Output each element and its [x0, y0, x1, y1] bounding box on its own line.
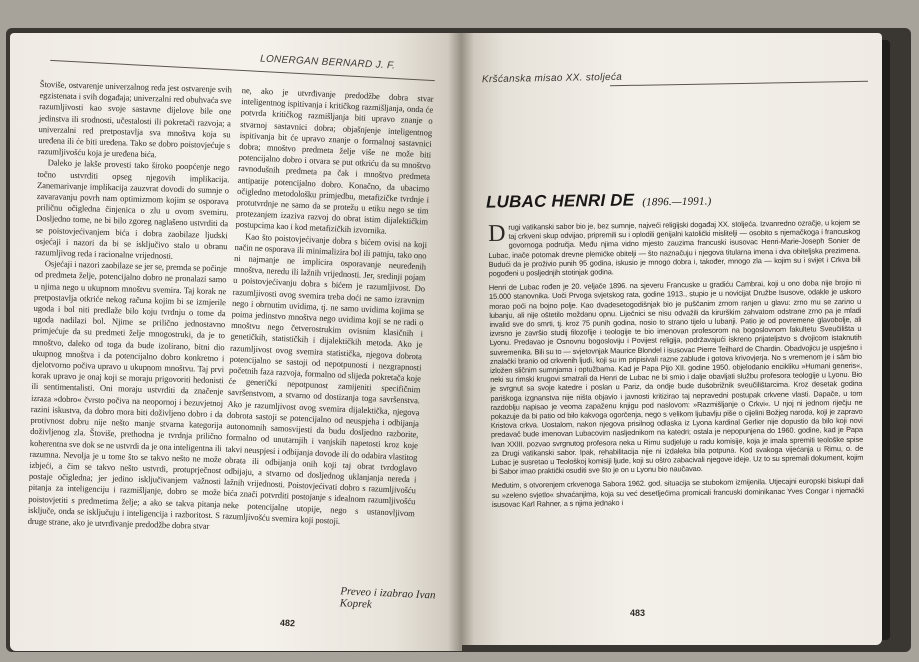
- left-col1-paragraph: Štoviše, ostvarenje univerzalnog reda jest ostvarenje svih egzistenata i svih događaja; univerzalni red obuhvaća sve razumljivosti kao svoje sastavne dijelove bile one jedinstva ili srodnosti, učestalosti ili pokretači razvoja; a univerzalni red pretpostavlja sva mnoštva koja su uređena ili će biti uređena. Tako se dobro poistovjećuje s razumljivošću koja je uređena bića.: [37, 79, 232, 160]
- right-running-head: Kršćanska misao XX. stoljeća: [481, 71, 623, 86]
- article-title: [486, 189, 712, 212]
- left-page: [10, 33, 462, 651]
- right-column: [488, 218, 865, 618]
- right-page: [462, 33, 882, 645]
- article-dates: (1896.—1991.): [642, 195, 712, 209]
- right-head-rule: [610, 81, 868, 87]
- right-paragraph-text: rugi vatikanski sabor bio je, bez sumnje, najveći religijski događaj XX. stoljeća. Izvanredno ozračje, u kojem se taj crkveni skup odvijao, pripremili su i oplodili genijalni katolički mislitelji — osobito s njemačkoga i francuskog govornoga područja. Među njima vidno mjesto zauzima francuski isusovac Henri-Marie-Joseph Sonier de Lubac, inače potomak drevne plemićke obitelji — što naznačuju i njegova titularna imena i dva obiteljska prezimena. Budući da je proživio punih 95 godina, iskusio je mnogo dobra i, također, mnogo zla — kojim su i svijet i Crkva bili pogođeni u posljednjih stotinjak godina.: [488, 217, 861, 279]
- left-page-number: 482: [279, 617, 296, 629]
- left-col2-paragraph: ne, ako je utvrđivanje predodžbe dobra stvar inteligentnog ispitivanja i kritičkog razmišljanja, onda će potvrda kritičkog razmišljanja biti upravo znanje o stvarnoj sastavnici dobra; objašnjenje inteligentnog ispitivanja bit će upravo znanje o formalnoj sastavnici dobra; mnoštvo predmeta želje više ne može biti potencijalno dobro i otvara se put otkriću da su mnoštvo ravnodušnih predmeta pa čak i mnoštvo predmeta antipatije potencijalno dobro. Konačno, da ubacimo očigledno metodološku primjedbu, metafizičke tvrdnje i protutvrdnje ne samo da se protežu u etiku nego se tim protezanjem izaziva razvoj do obrat istim dijalektičkim postupcima kao i kod metafizičkih izvornika.: [235, 85, 434, 237]
- left-col1-paragraph: Daleko je lakše provesti tako široko poopćenje nego točno ustvrditi opseg njegovih implikacija. Zanemarivanje implikacija zauzvrat dovodi do sumnje o zavaravanju povrh nam optimizmom kojim se osporava priličnu očigledna činjenica o zlu u ovom svemiru. Dosljedno tome, ne bi bilo zgoreg naglašeno ustvrditi da se poistovjećivanjem bića i dobra zaobilaze ljudski osjećaji i nazori da bi se isključivo stalo u obranu razumljivog reda i racionalne vrijednosti.: [35, 157, 230, 261]
- left-col2-paragraph: Kao što poistovjećivanje dobra s bićem ovisi na koji način ne osporava ili minimalizira bol ili patnju, tako ono ni najmanje ne implicira osporavanje neuređenih mnoštva, neredu ili lažnih vrijednosti. Jer, sredinji pojam u poistovjećivanju dobra s bićem je razumljivost. Do razumljivosti ovog svemira treba doći ne samo izravnim nego i obrnutim uvidima, tj. ne samo uvidima kojima se poima jedinstvo mnoštva nego uvidima koji se ne radi o mnoštvu nego četverostrukim ovisnim klasičnih i genetičkih, statističkih i dijalektičkih metoda. Ako je razumljivost ovog svemira statistička, njegova dobrota potencijalno se sastoji od nepotpunosti i nezgrapnosti početnih faza razvoja, formalno od slijeda pokretača koje će generički nepotpunost zamijeniti specifičnim savršenstvom, a stvarno od dostizanja toga savršenstva. Ako je razumljivost ovog svemira dijalektička, njegova dobrota sastoji se potencijalno od neuspjeha i odbijanja autonomnih samosvijesti da budu dosljedno razborite, formalno od unutarnjih i vanjskih napetosti kroz koje takvi neuspjesi i odbijanja dovode ili do odabira vlastitog obrata ili odbijanja onih koji taj obrat tvrdoglavo odbijaju, a stvarno od dosljednog uklanjanja nereda i lažnih vrijednosti. Poistovjećivati dobro s razumljivošću bića znači potvrditi postojanje s idealnom razumljivošću neke potencijalne utopije, nego s ustanovljivom razumljivošću svemira koji postoji.: [222, 230, 428, 526]
- left-running-head: LONERGAN BERNARD J. F.: [259, 53, 396, 72]
- left-col1-paragraph: Osjećaji i nazori zaobilaze se jer se, premda se počinje od predmeta želje, potencijalno dobro ne pronalazi samo u njima nego u ukupnom mnoštvu svemira. Taj korak ne pretpostavlja otkriće nekog računa kojim bi se izmjerile ugoda i bol niti predlaže bilo koju tvrdnju o tome da ugoda nadilazi bol. Njime se prilično jednostavno primjećuje da su predmeti želje mnogostruki, da je to mnoštvo, daleko od toga da bude izolirano, bitni dio ukupnog mnoštva i da potencijalno dobro konkretno i djelotvorno počiva upravo u ukupnom mnoštvu. Taj prvi korak upravo je onaj koji se moraju prigovoriti hedonisti ili sentimentalisti. Oni moraju ustvrditi da značenje izraza »dobro« čvrsto počiva na neopornoj i bezuvjetnoj razini iskustva, da dobro mora biti doživljeno dobro i da protivnost dobru nije nešto manje stvarna kategorija doživljenog zla. Štoviše, prethodna je tvrdnja prilično koherentna sve dok se ne ustvrdi da je ona inteligentna ili razumna. Nevolja je u tome što se takvo nešto ne može izbjeći, a čim se takvo nešto ustvrdi, protuprječnost postaje očigledna; jer jedino isključivanjem važnosti pitanja za inteligenciju i razmišljanje, dobro se može poistovjetiti s predmetima želje; a ako se takva pitanja isključe, onda se isključuju i inteligencija i razboritost. S druge strane, ako je utvrđivanje predodžbe dobra stvar: [27, 258, 227, 531]
- translator-credit: Preveo i izabrao Ivan Koprek: [339, 585, 436, 611]
- book-gutter: [448, 33, 474, 651]
- right-page-number: 483: [630, 608, 646, 618]
- right-paragraph: [488, 218, 861, 278]
- article-title-text: LUBAC HENRI DE: [485, 190, 635, 212]
- right-paragraph: Henri de Lubac rođen je 20. veljače 1896. na sjeveru Francuske u gradiću Cambrai, koji u ono doba nije brojio ni 15.000 stanovnika. Uoči Prvoga svjetskog rata, godine 1913., stupio je u novicijat Družbe Isusove, odakle je uskoro morao poći na bojno polje. Kao dvadesetogodišnjak bio je puščanim zrnom ranjen u glavu: zrno mu se zariло u lubanju, ali nije oštetilo moždanu opnu. Liječnici se nisu odvažili da kirurškim zahvatom odstrane zrno pa je mladi invalid sve do smrti, tj. kroz 75 punih godina, nosio to strano tijelo u lubanji. Patio je od povremene glavobolje, ali izvrsno je završio studij filozofije i teologije te bio imenovan profesorom na bogoslovnom fakultetu Sveučilišta u Lyonu. Predavao je Osnovnu bogosloviju i Povijest religija, podržavajući iskreno prijateljstvo s dvojicom istaknutih suvremenika. Bili su to — svjetovnjak Maurice Blondel i isusovac Pierre Teilhard de Chardin. Obadvojicu je uspješno i znalački branio od crkvenih ljudi, koji su im pripisivali razne zablude i gotova krivovjerja. No s vremenom je i sâm bio izložen sličnim sumnjama i optužbama. Kad je Papa Pijo XII. godine 1950. objelodanio encikliku »Humani generis«, neki su rimski krugovi smatrali da Henri de Lubac ne bi smio i dalje obavljati službu profesora teologije u Lyonu. Bio je svrgnut sa svoje katedre i poslan u Pariz, da ondje bude dušobrižnik sveučilištarcima. Kroz desetak godina pariškoga izgnanstva nije ništa objavio i javnosti kritizirao taj nepravedni postupak crkvene vlasti. Dapače, u tom razdoblju napisao je veoma zapaženu knjigu pod naslovom: »Razmišljanje o Crkvi«. U njoj ni jednom riječju ne pokazuje da bi patio od bilo kakvoga ogorčenja, nego s velikom ljubavlju piše o cijelini Božjeg naroda, koji je zapravo Kristova crkva. Uostalom, nakon njegova prisilnog odlaska iz Lyona kardinal Gerlier nije dopustio da bilo koji novi predavač bude imenovan Lubacovim nasljednikom na katedri; ostala je nepopunjena do 1960. godine, kad je Papa Ivan XXIII. pozvao svrgnutog profesora neka u Rimu sudjeluje u radu komisije, koja je imala spremiti teološke spise za Drugi vatikanski sabor. Ipak, rehabilitacija nije ni izdaleka bila potpuna. Kod svakoga vijećanja u Rimu, o. de Lubac je susretao u Teološkoj komisiji ljude, koji su oštro zabacivali njegove ideje. Uz to su spremali dokument, kojim bi Sabor imao praktički osuditi sve što je on u Lyonu bio naučavao.: [488, 278, 864, 477]
- left-column-1: [25, 79, 232, 624]
- left-column-2: [218, 85, 433, 613]
- right-paragraph: Međutim, s otvorenjem crkvenoga Sabora 1962. god. situacija se stubokom izmijenila. Utjecajni europski biskupi dali su »zeleno svjetlo« shvaćanjima, koja su već desetljećima promicali francuski dominikanac Yves Congar i njemački isusovac Karl Rahner, a s njima jednako i: [491, 476, 864, 509]
- drop-cap: D: [487, 220, 506, 247]
